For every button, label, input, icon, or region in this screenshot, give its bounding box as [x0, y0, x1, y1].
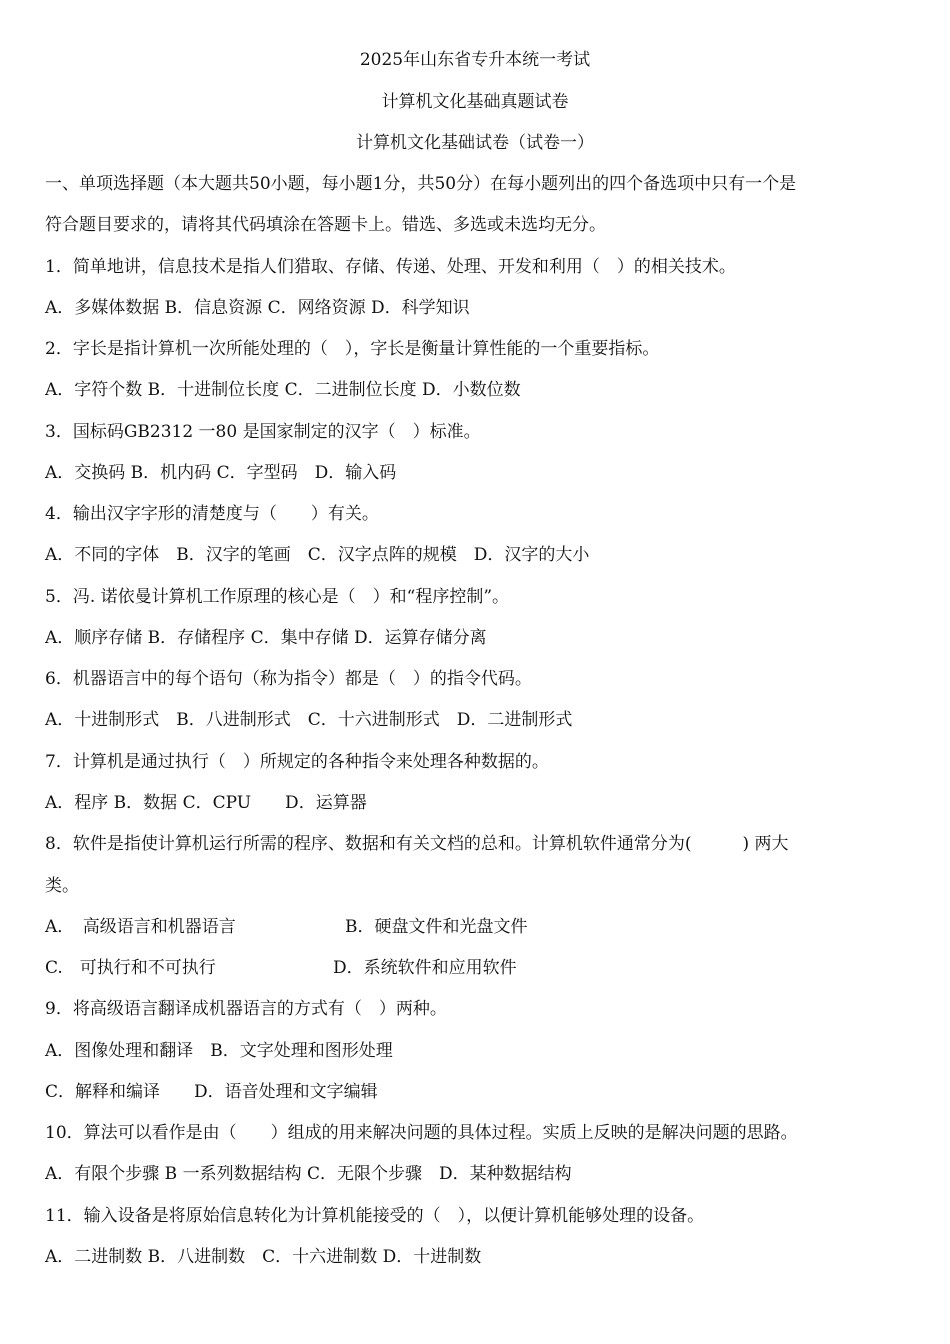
question-4: 4．输出汉字字形的清楚度与（ ）有关。: [45, 504, 379, 524]
question-8-line-1: 8．软件是指使计算机运行所需的程序、数据和有关文档的总和。计算机软件通常分为( ) 两大: [45, 834, 789, 854]
exam-year-title: 2025年山东省专升本统一考试: [359, 50, 591, 70]
question-2-options: A．字符个数 B．十进制位长度 C．二进制位长度 D．小数位数: [45, 380, 521, 400]
question-4-options: A．不同的字体 B．汉字的笔画 C．汉字点阵的规模 D．汉字的大小: [45, 545, 590, 565]
exam-paper-title: 计算机文化基础试卷（试卷一）: [356, 133, 594, 153]
question-8-option-c: C. 可执行和不可执行: [45, 958, 216, 978]
question-7-options: A．程序 B．数据 C．CPU D．运算器: [45, 793, 367, 813]
question-8-option-d: D．系统软件和应用软件: [333, 958, 517, 978]
exam-subject-title: 计算机文化基础真题试卷: [381, 92, 569, 112]
question-1: 1．简单地讲，信息技术是指人们猎取、存储、传递、处理、开发和利用（ ）的相关技术。: [45, 257, 736, 277]
question-5: 5．冯. 诺依曼计算机工作原理的核心是（ ）和“程序控制”。: [45, 587, 510, 607]
question-3-options: A．交换码 B．机内码 C．字型码 D．输入码: [45, 463, 397, 483]
question-8-option-b: B．硬盘文件和光盘文件: [345, 917, 528, 937]
question-8-line-2: 类。: [45, 876, 79, 896]
question-6: 6．机器语言中的每个语句（称为指令）都是（ ）的指令代码。: [45, 669, 532, 689]
question-8-options-row-1: [45, 915, 910, 939]
question-9-options-row-1: A．图像处理和翻译 B．文字处理和图形处理: [45, 1041, 393, 1061]
question-6-options: A．十进制形式 B．八进制形式 C．十六进制形式 D．二进制形式: [45, 710, 573, 730]
section-instructions-line-1: 一、单项选择题（本大题共50小题，每小题1分，共50分）在每小题列出的四个备选项中只有一个是: [45, 174, 797, 194]
question-1-options: A．多媒体数据 B．信息资源 C．网络资源 D．科学知识: [45, 298, 470, 318]
question-2: 2．字长是指计算机一次所能处理的（ ），字长是衡量计算性能的一个重要指标。: [45, 339, 660, 359]
question-3: 3．国标码GB2312 一80 是国家制定的汉字（ ）标准。: [45, 422, 481, 442]
question-8-options-row-2: [45, 956, 910, 980]
question-10: 10．算法可以看作是由（ ）组成的用来解决问题的具体过程。实质上反映的是解决问题的思路。: [45, 1123, 798, 1143]
question-9: 9．将高级语言翻译成机器语言的方式有（ ）两种。: [45, 999, 447, 1019]
question-7: 7．计算机是通过执行（ ）所规定的各种指令来处理各种数据的。: [45, 752, 549, 772]
question-9-options-row-2: C．解释和编译 D．语音处理和文字编辑: [45, 1082, 378, 1102]
question-5-options: A．顺序存储 B．存储程序 C．集中存储 D．运算存储分离: [45, 628, 487, 648]
question-11-options: A．二进制数 B．八进制数 C．十六进制数 D．十进制数: [45, 1247, 482, 1267]
question-8-option-a: A． 高级语言和机器语言: [45, 917, 236, 937]
question-10-options: A．有限个步骤 B 一系列数据结构 C．无限个步骤 D．某种数据结构: [45, 1164, 572, 1184]
section-instructions-line-2: 符合题目要求的，请将其代码填涂在答题卡上。错选、多选或未选均无分。: [45, 215, 606, 235]
question-11: 11．输入设备是将原始信息转化为计算机能接受的（ ），以便计算机能够处理的设备。: [45, 1206, 705, 1226]
